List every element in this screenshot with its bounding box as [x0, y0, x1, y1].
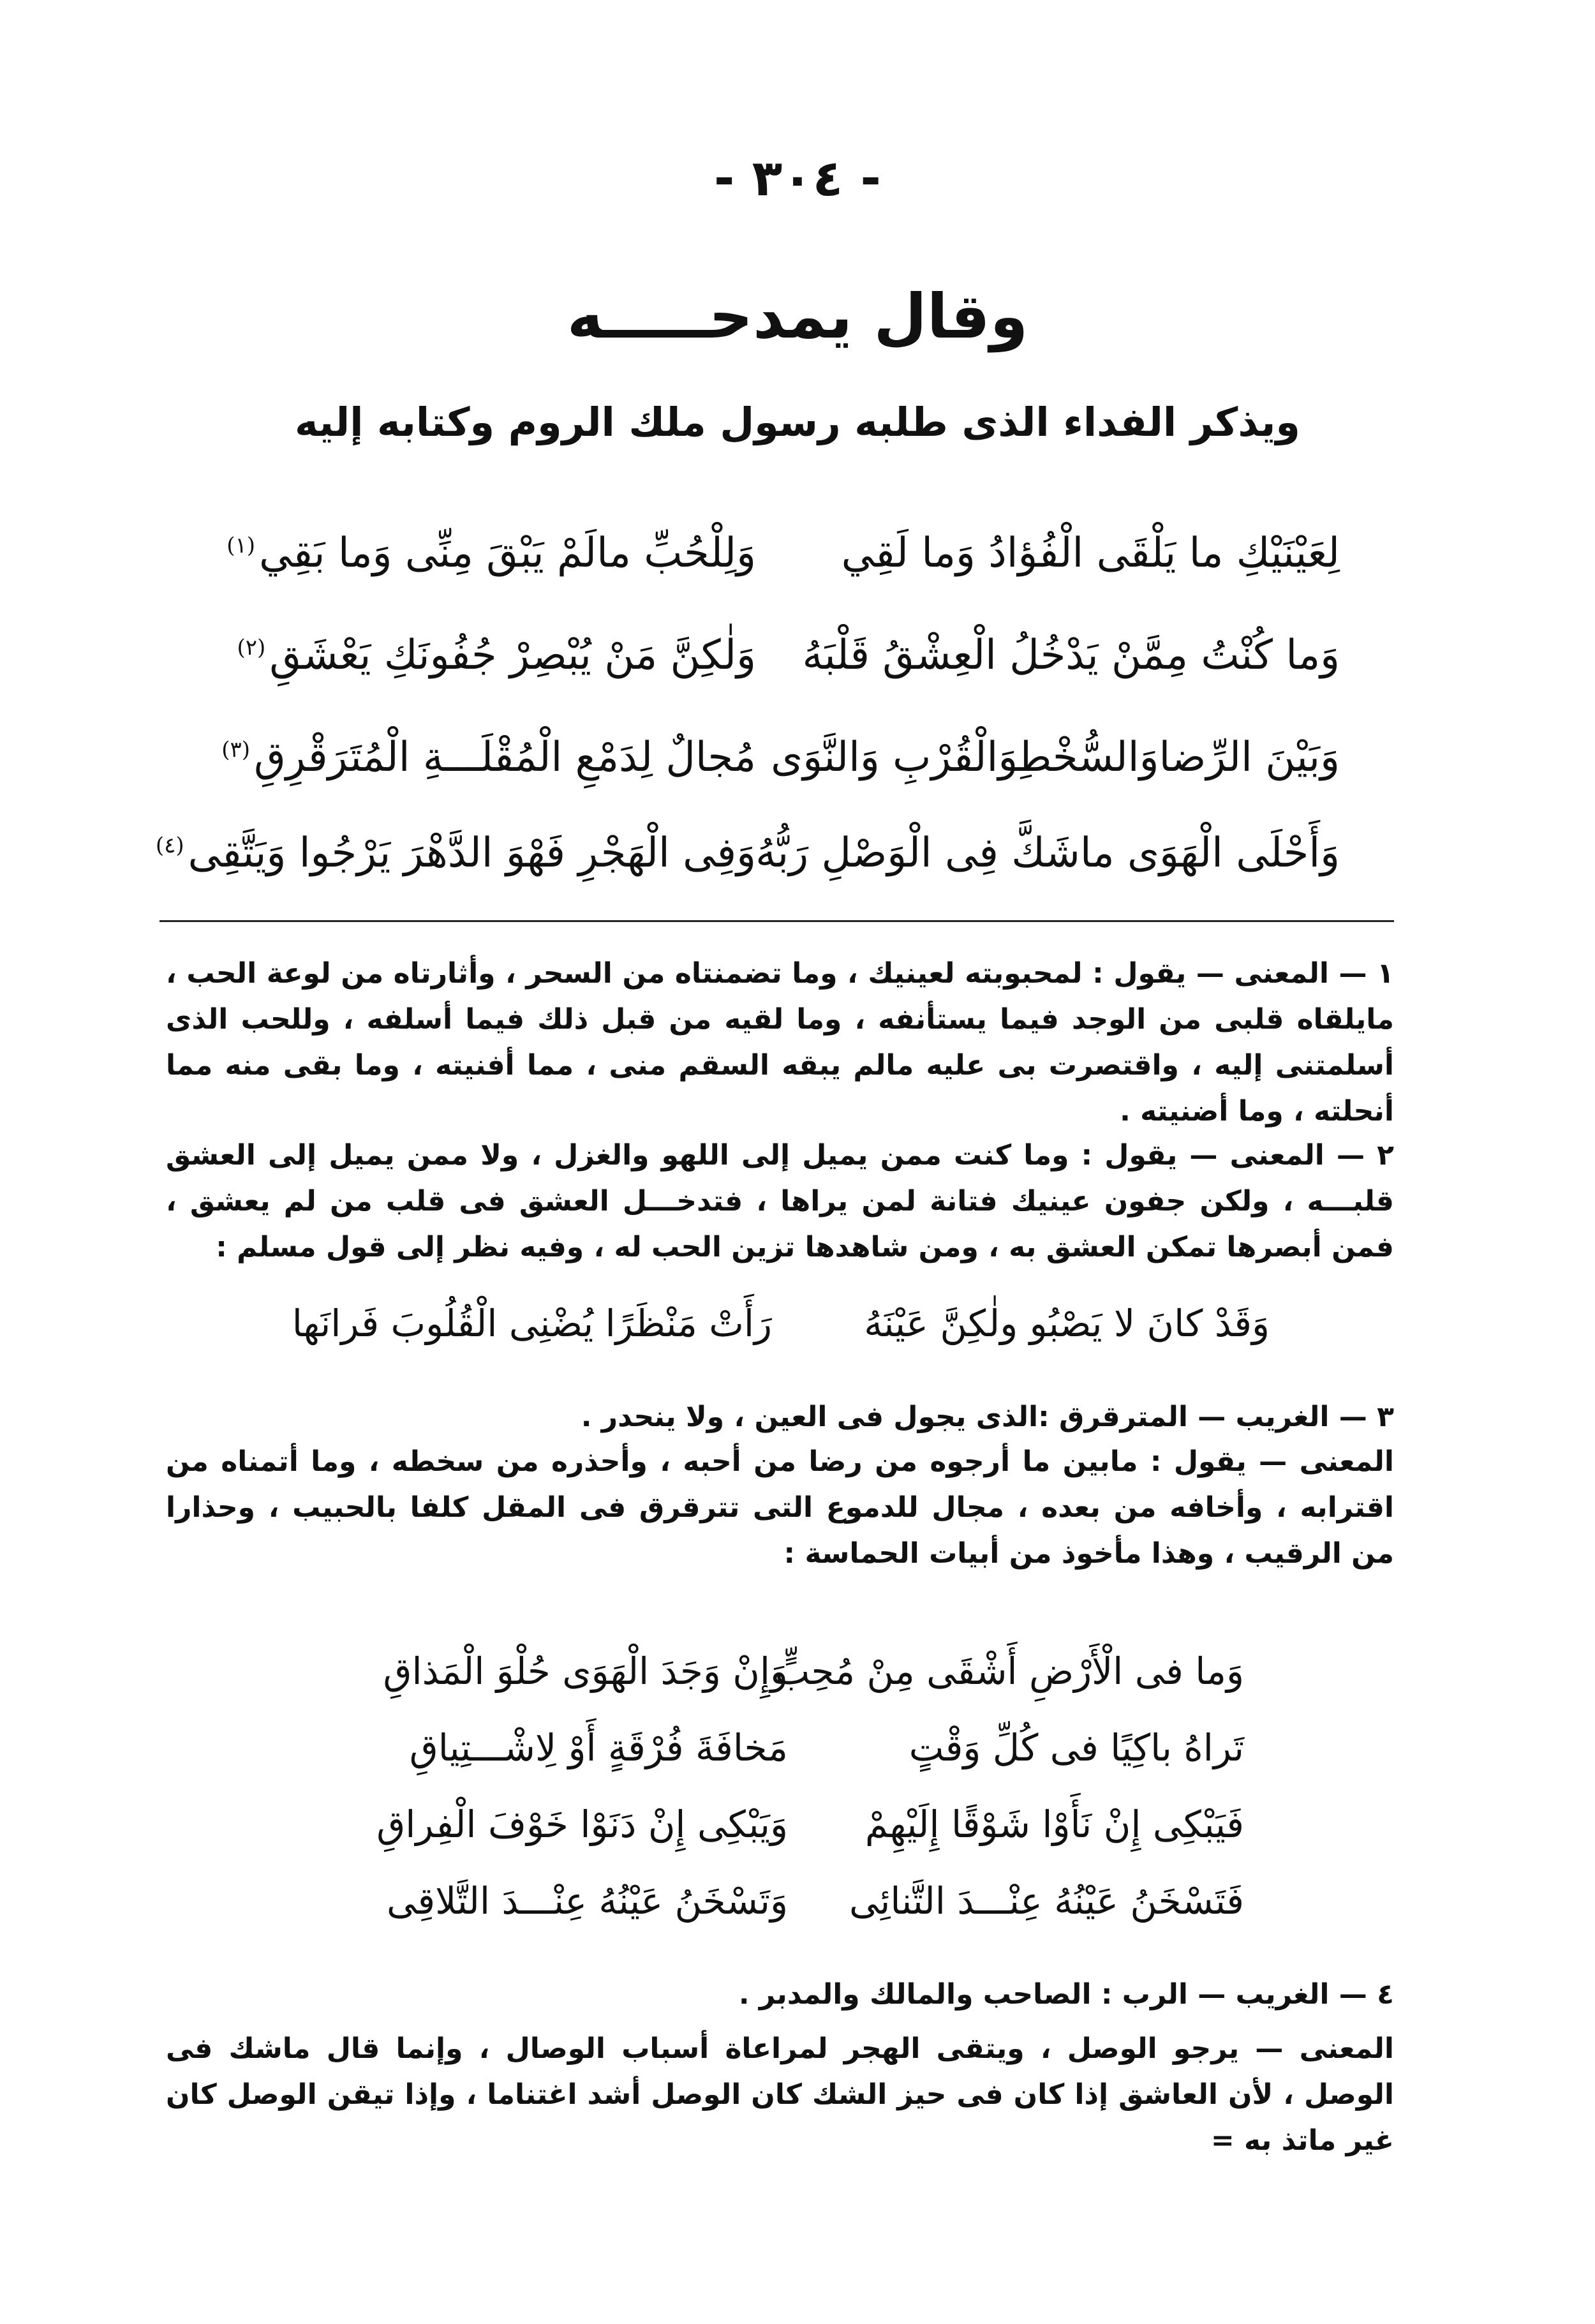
stanza-first-hemistich: فَيَبْكِى إِنْ نَأَوْا شَوْقًا إِلَيْهِمْ	[864, 1803, 1244, 1846]
stanza-second-hemistich: وَيَبْكِى إِنْ دَنَوْا خَوْفَ الْفِراقِ	[376, 1803, 788, 1846]
verse-text: وَفِى الْهَجْرِ فَهْوَ الدَّهْرَ يَرْجُوا وَيَتَّقِى	[188, 830, 756, 877]
footnote-marker: (٢)	[237, 634, 266, 660]
page-number: - ٣٠٤ -	[714, 150, 881, 207]
verse-second-hemistich	[195, 734, 756, 781]
divider-rule	[160, 920, 1394, 922]
footnote-marker: (١)	[226, 532, 255, 558]
quote-second-hemistich: رَأَتْ مَنْظَرًا يُضْنِى الْقُلُوبَ فَرانَها	[292, 1302, 772, 1345]
verse-text: وَلِلْحُبِّ مالَمْ يَبْقَ مِنِّى وَما بَقِي	[259, 530, 756, 577]
verse-second-hemistich	[195, 632, 756, 679]
commentary-note-1: ١ — المعنى — يقول : لمحبوبته لعينيك ، وما تضمنتاه من السحر ، وأثارتاه من لوعة الحب ، مايلقاه قلبى من الوجد فيما يستأنفه ، وما لقيه من قبل ذلك فيما أسلفه ، وللحب الذى أسلمتنى إليه ، واقتصرت بى عليه مالم يبقه السقم منى ، مما أفنيته ، وما بقى منه مما أنحلته ، وما أضنيته .	[166, 957, 1394, 1128]
verse-row-4	[0, 830, 1595, 919]
hamasa-verse-4	[0, 1879, 1595, 1953]
poem-subtitle: ويذكر الفداء الذى طلبه رسول ملك الروم وكتابه إليه	[295, 399, 1300, 445]
verse-second-hemistich	[195, 530, 756, 577]
hamasa-verse-3	[0, 1803, 1595, 1876]
commentary-note-4-meaning: المعنى — يرجو الوصل ، ويتقى الهجر لمراعاة أسباب الوصال ، وإنما قال ماشك فى الوصل ، لأن العاشق إذا كان فى حيز الشك كان الوصل أشد اغتناما ، وإذا تيقن الوصل كان غير ماتذ به =	[166, 2032, 1394, 2157]
commentary-note-3-meaning: المعنى — يقول : مابين ما أرجوه من رضا من أحبه ، وأحذره من سخطه ، وما أتمناه من اقترابه ، وأخافه من بعده ، مجال للدموع التى تترقرق فى المقل كلفا بالحبيب ، وحذارا من الرقيب ، وهذا مأخوذ من أبيات الحماسة :	[166, 1445, 1394, 1570]
stanza-second-hemistich: وَتَسْخَنُ عَيْنُهُ عِنْـــدَ التَّلاقِى	[387, 1879, 788, 1923]
verse-first-hemistich: وَأَحْلَى الْهَوَى ماشَكَّ فِى الْوَصْلِ رَبُّهُ	[755, 830, 1340, 877]
quoted-verse	[0, 1302, 1595, 1372]
stanza-first-hemistich: تَراهُ باكِيًا فى كُلِّ وَقْتٍ	[909, 1726, 1244, 1769]
commentary-note-4-gloss: ٤ — الغريب — الرب : الصاحب والمالك والمدبر .	[738, 1978, 1394, 2011]
hamasa-verse-1	[0, 1650, 1595, 1723]
verse-first-hemistich: وَما كُنْتُ مِمَّنْ يَدْخُلُ الْعِشْقُ قَلْبَهُ	[802, 632, 1340, 679]
commentary-note-2: ٢ — المعنى — يقول : وما كنت ممن يميل إلى اللهو والغزل ، ولا ممن يميل إلى العشق قلبـــه ، ولكن جفون عينيك فتانة لمن يراها ، فتدخـــل العشق فى قلب من لم يعشق ، فمن أبصرها تمكن العشق به ، ومن شاهدها تزين الحب له ، وفيه نظر إلى قول مسلم :	[166, 1139, 1394, 1263]
stanza-second-hemistich: مَخافَةَ فُرْقَةٍ أَوْ لِاشْـــتِياقِ	[409, 1726, 788, 1769]
stanza-second-hemistich: وَإِنْ وَجَدَ الْهَوَى حُلْوَ الْمَذاقِ	[383, 1650, 788, 1693]
stanza-first-hemistich: فَتَسْخَنُ عَيْنُهُ عِنْـــدَ التَّنائِى	[849, 1879, 1244, 1923]
commentary-note-3-gloss: ٣ — الغريب — المترقرق :الذى يجول فى العين ، ولا ينحدر .	[581, 1401, 1394, 1433]
stanza-first-hemistich: وَما فى الْأَرْضِ أَشْقَى مِنْ مُحِبٍّ	[775, 1650, 1244, 1693]
verse-text: وَلٰكِنَّ مَنْ يُبْصِرْ جُفُونَكِ يَعْشَقِ	[269, 632, 756, 679]
footnote-marker: (٣)	[221, 736, 251, 763]
verse-row-1	[0, 530, 1595, 619]
quote-first-hemistich: وَقَدْ كانَ لا يَصْبُو ولٰكِنَّ عَيْنَهُ	[864, 1302, 1270, 1345]
verse-first-hemistich: وَبَيْنَ الرِّضاوَالسُّخْطِوَالْقُرْبِ وَالنَّوَى	[771, 734, 1340, 781]
footnote-marker: (٤)	[155, 832, 184, 858]
hamasa-verse-2	[0, 1726, 1595, 1799]
poem-title: وقال يمدحـــــه	[567, 281, 1028, 352]
verse-row-3	[0, 734, 1595, 823]
verse-first-hemistich: لِعَيْنَيْكِ ما يَلْقَى الْفُؤادُ وَما لَقِي	[841, 530, 1340, 577]
verse-text: مُجالٌ لِدَمْعِ الْمُقْلَـــةِ الْمُتَرَقْرِقِ	[254, 734, 756, 781]
verse-row-2	[0, 632, 1595, 721]
verse-second-hemistich	[155, 830, 756, 877]
